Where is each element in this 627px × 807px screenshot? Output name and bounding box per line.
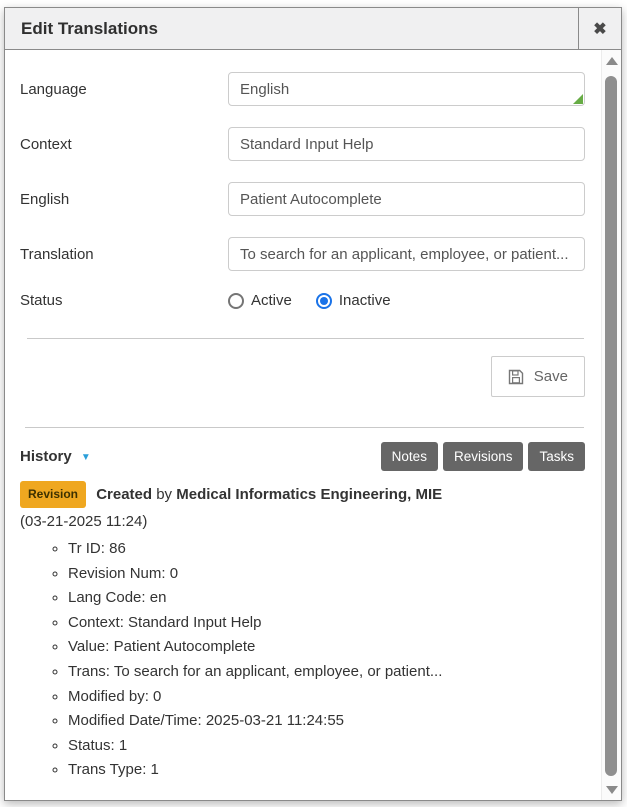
- english-label: English: [20, 190, 70, 208]
- language-input-wrap: [228, 72, 585, 106]
- history-action-button[interactable]: Tasks: [528, 442, 585, 471]
- save-row: [20, 356, 585, 397]
- status-radio-group: [228, 292, 585, 309]
- revision-action: Created: [96, 486, 153, 503]
- triangle-down-icon: [606, 786, 618, 794]
- save-button-label: Save: [533, 368, 568, 385]
- close-icon: ✖: [593, 20, 607, 38]
- chevron-down-icon: ▼: [80, 452, 91, 463]
- context-input[interactable]: [228, 127, 585, 161]
- triangle-up-icon: [606, 57, 618, 65]
- combobox-corner-icon: [573, 94, 583, 104]
- context-label: Context: [20, 135, 72, 153]
- translation-row: [20, 237, 585, 271]
- history-title-label: History: [20, 448, 72, 465]
- dialog-content: [5, 50, 601, 800]
- history-action-button[interactable]: Notes: [381, 442, 438, 471]
- vertical-scrollbar[interactable]: [601, 50, 621, 800]
- radio-inactive-icon[interactable]: [316, 293, 332, 309]
- status-option-active[interactable]: [228, 292, 292, 309]
- save-button[interactable]: [491, 356, 585, 397]
- close-button[interactable]: [578, 8, 621, 49]
- revision-detail-item: ◦ Modified by: 0: [68, 685, 585, 710]
- dialog-titlebar: [5, 8, 621, 50]
- revision-detail-item: ◦ Lang Code: en: [68, 586, 585, 611]
- language-row: [20, 72, 585, 106]
- radio-active-icon[interactable]: [228, 293, 244, 309]
- context-row: [20, 127, 585, 161]
- revision-author: Medical Informatics Engineering, MIE: [176, 486, 443, 503]
- status-option-inactive[interactable]: [316, 292, 391, 309]
- revision-detail-item: ◦ Status: 1: [68, 734, 585, 759]
- revision-connector: by: [156, 486, 173, 503]
- language-label: Language: [20, 80, 87, 98]
- revision-detail-item: ◦ Tr ID: 86: [68, 537, 585, 562]
- english-row: [20, 182, 585, 216]
- edit-translations-dialog: [4, 7, 622, 801]
- revision-detail-item: ◦ Trans: To search for an applicant, employee, or patient...: [68, 660, 585, 685]
- history-toggle[interactable]: [20, 448, 91, 465]
- divider: [25, 427, 584, 428]
- translation-input[interactable]: [228, 237, 585, 271]
- revision-detail-item: ◦ Revision Num: 0: [68, 562, 585, 587]
- scrollbar-thumb[interactable]: [605, 76, 617, 776]
- revision-summary: [20, 481, 585, 508]
- radio-inactive-label: Inactive: [338, 292, 391, 309]
- translation-label: Translation: [20, 245, 94, 263]
- status-label: Status: [20, 292, 63, 309]
- revision-timestamp: (03-21-2025 11:24): [20, 513, 148, 530]
- status-row: [20, 292, 585, 309]
- divider: [27, 338, 584, 339]
- revision-detail-item: ◦ Trans Type: 1: [68, 758, 585, 783]
- revision-badge: Revision: [20, 481, 86, 508]
- radio-active-label: Active: [251, 292, 292, 309]
- history-action-button[interactable]: Revisions: [443, 442, 524, 471]
- revision-detail-item: ◦ Modified Date/Time: 2025-03-21 11:24:55: [68, 709, 585, 734]
- history-buttons: [381, 442, 585, 471]
- revision-detail-item: ◦ Context: Standard Input Help: [68, 611, 585, 636]
- history-header: [20, 442, 585, 471]
- english-input[interactable]: [228, 182, 585, 216]
- save-floppy-icon: [508, 369, 524, 385]
- dialog-title: Edit Translations: [21, 18, 158, 38]
- scroll-up-arrow[interactable]: [602, 57, 621, 65]
- language-input[interactable]: [228, 72, 585, 106]
- dialog-body: [5, 50, 621, 800]
- revision-details-list: [20, 537, 585, 783]
- scroll-down-arrow[interactable]: [602, 786, 621, 794]
- revision-detail-item: ◦ Value: Patient Autocomplete: [68, 635, 585, 660]
